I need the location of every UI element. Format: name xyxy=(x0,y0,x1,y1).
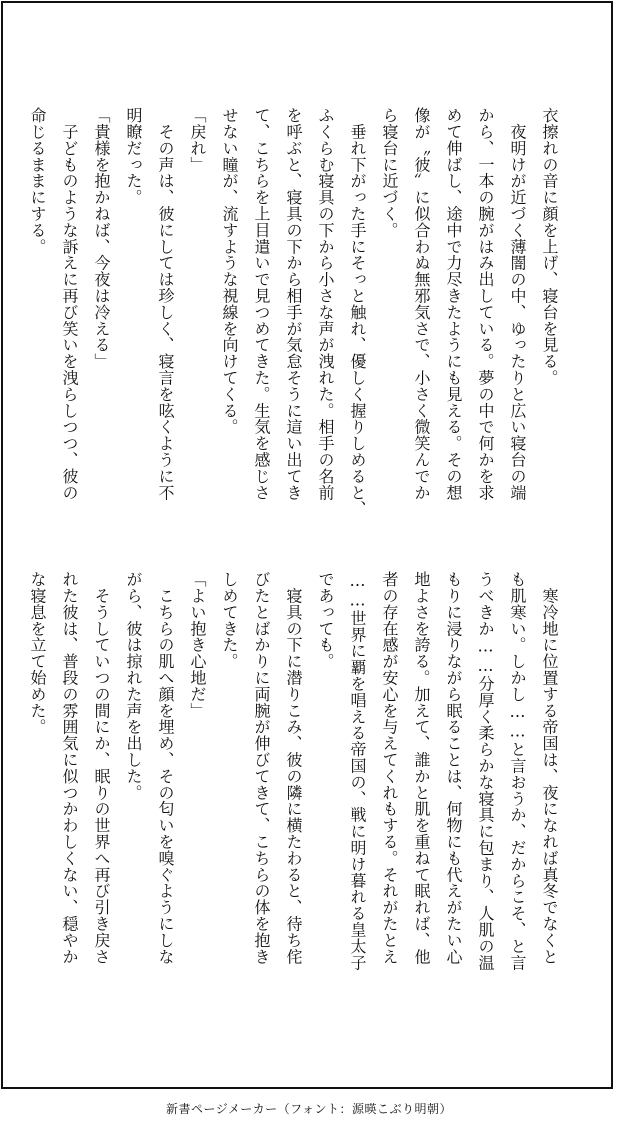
text-line: めて伸ばし、途中で力尽きたようにも見える。その想 xyxy=(444,107,463,501)
text-line: しめてきた。 xyxy=(220,571,239,670)
text-line: そうしていつの間にか、眠りの世界へ再び引き戻さ xyxy=(92,571,111,965)
text-line: 垂れ下がった手にそっと触れ、優しく握りしめると、 xyxy=(348,107,367,517)
text-line: れた彼は、普段の雰囲気に似つかわしくない、穏やか xyxy=(60,571,79,965)
page-frame xyxy=(1,1,613,1089)
text-line: 子どものような訴えに再び笑いを洩らしつつ、彼の xyxy=(60,107,79,501)
text-line: こちらの肌へ顔を埋め、その匂いを嗅ぐようにしな xyxy=(156,571,175,965)
text-block-top xyxy=(21,107,565,547)
footer-caption: 新書ページメーカー（フォント：源暎こぶり明朝） xyxy=(165,1102,453,1116)
text-line: 「戻れ」 xyxy=(188,107,207,173)
text-line: ……世界に覇を唱える帝国の、戦に明け暮れる皇太子 xyxy=(348,571,367,971)
text-line: 者の存在感が安心を与えてくれもする。それがたとえ xyxy=(380,571,399,965)
text-line: から、一本の腕がはみ出している。夢の中で何かを求 xyxy=(476,107,495,501)
text-line: であっても。 xyxy=(316,571,335,670)
text-line: な寝息を立て始めた。 xyxy=(28,571,47,735)
text-line: 夜明けが近づく薄闇の中、ゆったりと広い寝台の端 xyxy=(508,107,527,501)
text-line: ふくらむ寝具の下から小さな声が洩れた。相手の名前 xyxy=(316,107,335,501)
text-line: て、こちらを上目遣いで見つめてきた。生気を感じさ xyxy=(252,107,271,501)
text-line: うべきか……分厚く柔らかな寝具に包まり、人肌の温 xyxy=(476,571,495,971)
text-line: その声は、彼にしては珍しく、寝言を呟くように不 xyxy=(156,107,175,501)
text-line: も肌寒い。しかし……と言おうか、だからこそ、と言 xyxy=(508,571,527,971)
text-line: びたとばかりに両腕が伸びてきて、こちらの体を抱き xyxy=(252,571,271,965)
text-line: 明瞭だった。 xyxy=(124,107,143,206)
text-line: がら、彼は掠れた声を出した。 xyxy=(124,571,143,801)
text-line: ら寝台に近づく。 xyxy=(380,107,399,239)
text-line: せない瞳が、流すような視線を向けてくる。 xyxy=(220,107,239,435)
text-line: 地よさを誇る。加えて、誰かと肌を重ねて眠れば、他 xyxy=(412,571,431,965)
text-line: 「貴様を抱かねば、今夜は冷える」 xyxy=(92,107,111,370)
text-line: 衣擦れの音に顔を上げ、寝台を見る。 xyxy=(540,107,559,386)
text-line: 命じるままにする。 xyxy=(28,107,47,255)
text-line: 像が〝彼〟に似合わぬ無邪気さで、小さく微笑んでか xyxy=(412,107,431,501)
text-block-bottom xyxy=(21,571,565,1011)
text-line: もりに浸りながら眠ることは、何物にも代えがたい心 xyxy=(444,571,463,965)
text-line: 寝具の下に潜りこみ、彼の隣に横たわると、待ち侘 xyxy=(284,571,303,965)
text-line: を呼ぶと、寝具の下から相手が気怠そうに這い出てき xyxy=(284,107,303,501)
text-line: 「よい抱き心地だ」 xyxy=(188,571,207,719)
text-line: 寒冷地に位置する帝国は、夜になれば真冬でなくと xyxy=(540,571,559,965)
